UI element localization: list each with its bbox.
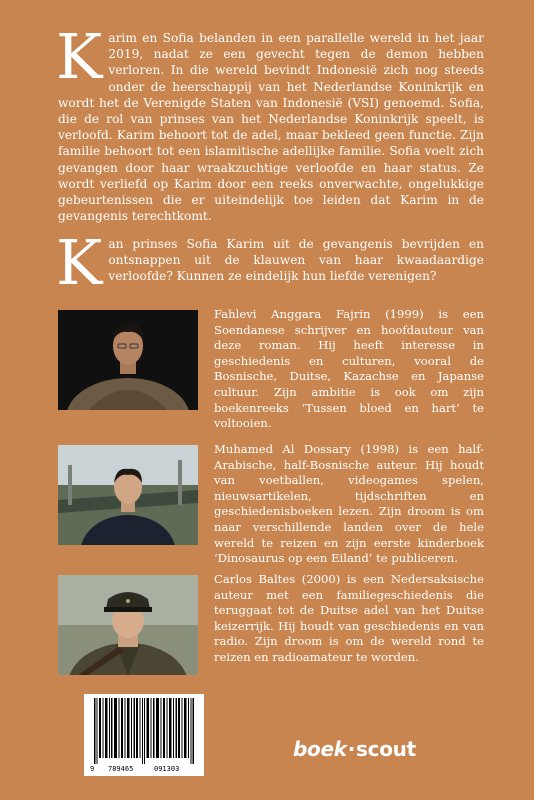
author-photo	[58, 310, 198, 410]
author-bio: Fahlevi Anggara Fajrin (1999) is een Soendanese schrijver en hoofdauteur van deze roman. Hij heeft interesse in geschiedenis en culturen, vooral de Bosnische, Duitse, Kazachse en Japanse cultuur. Zijn ambitie is ook om zijn boekenreeks ‘Tussen bloed en hart’ te voltooien.	[214, 307, 484, 431]
author-photo	[58, 445, 198, 545]
author-bio: Carlos Baltes (2000) is een Nedersaksische auteur met een familiegeschiedenis die teruggaat tot de Duitse adel van het Duitse keizerrijk. Hij houdt van geschiedenis en van radio. Zijn droom is om de wereld rond te reizen en radioamateur te worden.	[214, 572, 484, 664]
dropcap-letter: K	[56, 226, 103, 299]
synopsis-paragraph-1	[56, 20, 484, 224]
barcode-bars	[84, 694, 204, 764]
author-block	[58, 307, 484, 431]
synopsis-paragraph-2	[56, 226, 484, 299]
synopsis-text-1: arim en Sofia belanden in een parallelle wereld in het jaar 2019, nadat ze een gevecht tegen de demon hebben verloren. In die wereld bevindt Indonesië zich nog steeds onder de heerschappij van het Nederlandse Koninkrijk en wordt het de Verenigde Staten van Indonesië (VSI) genoemd. Sofia, die de rol van prinses van het Nederlandse Koninkrijk speelt, is verloofd. Karim behoort tot de adel, maar bekleed geen functie. Zijn familie behoort tot een islamitische adellijke familie. Sofia voelt zich gevangen door haar wraakzuchtige verloofde en haar status. Ze wordt verliefd op Karim door een reeks onverwachte, ongelukkige gebeurtenissen die er uiteindelijk toe leiden dat Karim in de gevangenis terechtkomt.	[58, 31, 484, 224]
author-photo	[58, 575, 198, 675]
author-block	[58, 572, 484, 675]
synopsis-text-2: an prinses Sofia Karim uit de gevangenis bevrijden en ontsnappen uit de klauwen van haar kwaadaardige verloofde? Kunnen ze eindelijk hun liefde verenigen?	[108, 237, 484, 284]
dropcap-letter: K	[56, 20, 103, 93]
isbn-barcode	[84, 694, 204, 776]
author-bio: Muhamed Al Dossary (1998) is een half-Arabische, half-Bosnische auteur. Hij houdt van voetballen, videogames spelen, nieuwsartikelen, tijdschriften en geschiedenisboeken lezen. Zijn droom is om naar verschillende landen over de hele wereld te reizen en zijn eerste kinderboek ‘Dinosaurus op een Eiland’ te publiceren.	[214, 442, 484, 566]
barcode-digit-prefix: 9	[90, 765, 95, 773]
publisher-logo-part2: scout	[356, 737, 416, 761]
barcode-digits-left: 789465	[108, 765, 134, 773]
publisher-logo-dot: ·	[347, 737, 356, 761]
publisher-logo	[293, 737, 416, 761]
publisher-logo-part1: boek	[293, 737, 347, 761]
barcode-digits-right: 091303	[154, 765, 180, 773]
author-block	[58, 442, 484, 566]
